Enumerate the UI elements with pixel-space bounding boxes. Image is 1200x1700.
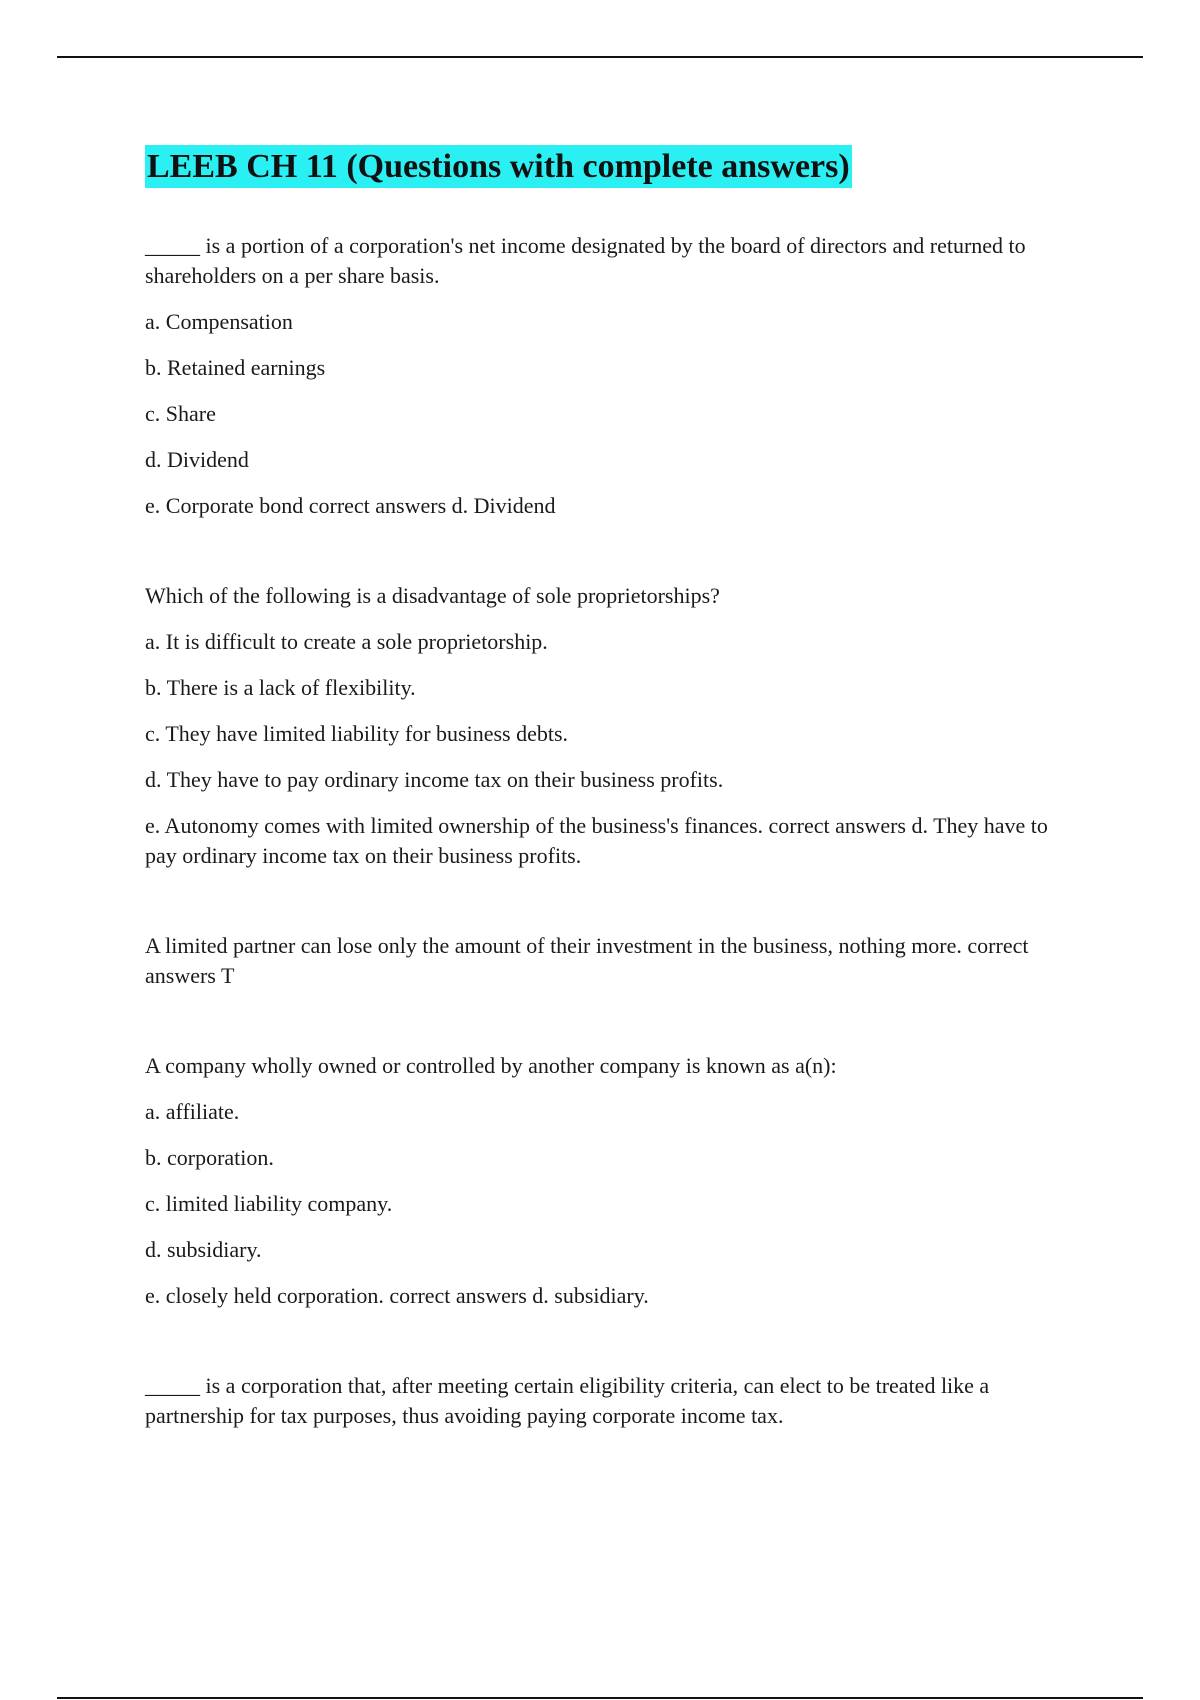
answer-option: e. Autonomy comes with limited ownership of the business's finances. correct answers d. They have to pay ordinary income tax on their business profits. [145,813,1048,868]
answer-option: e. closely held corporation. correct answers d. subsidiary. [145,1283,649,1308]
question-block-4 [145,1051,1085,1311]
answer-option: d. Dividend [145,447,249,472]
question-text: _____ is a portion of a corporation's net income designated by the board of directors and returned to shareholders on a per share basis. [145,233,1026,288]
question-text: Which of the following is a disadvantage of sole proprietorships? [145,583,720,608]
answer-option: b. Retained earnings [145,355,326,380]
answer-option: a. Compensation [145,309,293,334]
answer-option: a. affiliate. [145,1099,240,1124]
answer-option: b. There is a lack of flexibility. [145,675,416,700]
answer-option: c. They have limited liability for business debts. [145,721,569,746]
document-title: LEEB CH 11 (Questions with complete answers) [145,145,852,188]
document-body [145,145,1085,1431]
answer-option: c. Share [145,401,216,426]
question-text: A limited partner can lose only the amount of their investment in the business, nothing more. correct answers T [145,933,1029,988]
question-block-5 [145,1371,1085,1431]
question-text: A company wholly owned or controlled by another company is known as a(n): [145,1053,837,1078]
answer-option: a. It is difficult to create a sole proprietorship. [145,629,548,654]
answer-option: e. Corporate bond correct answers d. Dividend [145,493,556,518]
question-text: _____ is a corporation that, after meeting certain eligibility criteria, can elect to be treated like a partnership for tax purposes, thus avoiding paying corporate income tax. [145,1373,990,1428]
answer-option: c. limited liability company. [145,1191,393,1216]
answer-option: b. corporation. [145,1145,274,1170]
answer-option: d. subsidiary. [145,1237,262,1262]
answer-option: d. They have to pay ordinary income tax on their business profits. [145,767,724,792]
question-block-1 [145,231,1085,521]
bottom-rule [57,1697,1143,1699]
question-block-3 [145,931,1085,991]
question-block-2 [145,581,1085,871]
top-rule [57,56,1143,58]
